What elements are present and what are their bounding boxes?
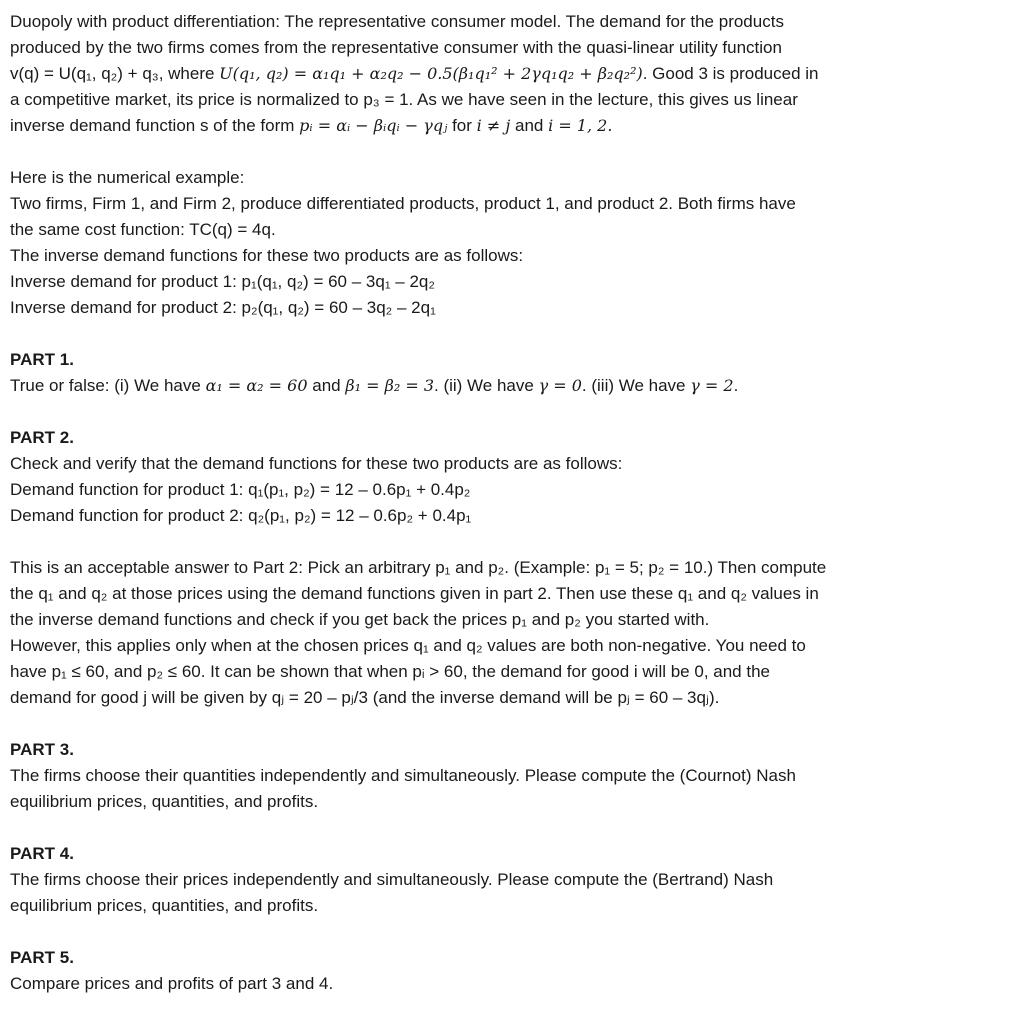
example-line-4: The inverse demand functions for these two products are as follows: bbox=[10, 246, 524, 265]
part-2 bbox=[10, 425, 1015, 529]
intro-line-5 bbox=[10, 113, 1015, 139]
intro-line-3-text-b: . Good 3 is produced in bbox=[642, 64, 819, 83]
numerical-example bbox=[10, 165, 1015, 321]
answer-line-5: have p₁ ≤ 60, and p₂ ≤ 60. It can be shown that when pᵢ > 60, the demand for good i will be 0, and the bbox=[10, 662, 770, 681]
part-3 bbox=[10, 737, 1015, 815]
part-4-line-2: equilibrium prices, quantities, and profits. bbox=[10, 896, 319, 915]
part-5-line-1: Compare prices and profits of part 3 and 4. bbox=[10, 974, 334, 993]
intro-line-5-text-c: and bbox=[510, 116, 549, 135]
intro-line-4: a competitive market, its price is normalized to p₃ = 1. As we have seen in the lecture, this gives us linear bbox=[10, 90, 798, 109]
answer-line-6: demand for good j will be given by qⱼ = 20 – pⱼ/3 (and the inverse demand will be pⱼ = 60 – 3qⱼ). bbox=[10, 688, 720, 707]
part-1 bbox=[10, 347, 1015, 399]
index-condition: i ≠ j bbox=[476, 116, 511, 135]
example-line-2: Two firms, Firm 1, and Firm 2, produce differentiated products, product 1, and product 2. Both firms have bbox=[10, 194, 796, 213]
acceptable-answer bbox=[10, 555, 1015, 711]
spacer bbox=[10, 529, 1015, 555]
part-2-line-2: Demand function for product 1: q₁(p₁, p₂) = 12 – 0.6p₁ + 0.4p₂ bbox=[10, 480, 471, 499]
intro-paragraph bbox=[10, 9, 1015, 139]
intro-line-5-text-b: for bbox=[447, 116, 477, 135]
part-1-text-e: . bbox=[733, 376, 739, 395]
part-1-title: PART 1. bbox=[10, 350, 74, 369]
spacer bbox=[10, 139, 1015, 165]
answer-line-2: the q₁ and q₂ at those prices using the demand functions given in part 2. Then use these q₁ and q₂ values in bbox=[10, 584, 819, 603]
example-line-6: Inverse demand for product 2: p₂(q₁, q₂) = 60 – 3q₂ – 2q₁ bbox=[10, 298, 436, 317]
part-3-line-1: The firms choose their quantities independently and simultaneously. Please compute the (Cournot) Nash bbox=[10, 766, 796, 785]
part-1-text-d: . (iii) We have bbox=[581, 376, 691, 395]
example-line-3: the same cost function: TC(q) = 4q. bbox=[10, 220, 276, 239]
index-values: i = 1, 2. bbox=[548, 116, 613, 135]
intro-line-2: produced by the two firms comes from the representative consumer with the quasi-linear utility function bbox=[10, 38, 782, 57]
part-5 bbox=[10, 945, 1015, 997]
gamma-zero-statement: γ = 0 bbox=[538, 376, 582, 395]
part-4-title: PART 4. bbox=[10, 844, 74, 863]
part-2-title: PART 2. bbox=[10, 428, 74, 447]
intro-line-3-text-a: v(q) = U(q₁, q₂) + q₃, where bbox=[10, 64, 220, 83]
inverse-demand-formula: pᵢ = αᵢ − βᵢqᵢ − γqⱼ bbox=[299, 116, 448, 135]
part-4-line-1: The firms choose their prices independently and simultaneously. Please compute the (Bertrand) Nash bbox=[10, 870, 774, 889]
part-3-title: PART 3. bbox=[10, 740, 74, 759]
spacer bbox=[10, 919, 1015, 945]
part-1-text-b: and bbox=[307, 376, 346, 395]
part-1-question bbox=[10, 373, 1015, 399]
part-2-line-1: Check and verify that the demand functions for these two products are as follows: bbox=[10, 454, 623, 473]
intro-line-5-text-a: inverse demand function s of the form bbox=[10, 116, 300, 135]
intro-line-1: Duopoly with product differentiation: The representative consumer model. The demand for the products bbox=[10, 12, 784, 31]
spacer bbox=[10, 321, 1015, 347]
part-1-text-c: . (ii) We have bbox=[434, 376, 539, 395]
spacer bbox=[10, 711, 1015, 737]
spacer bbox=[10, 399, 1015, 425]
part-2-line-3: Demand function for product 2: q₂(p₁, p₂) = 12 – 0.6p₂ + 0.4p₁ bbox=[10, 506, 472, 525]
part-1-text-a: True or false: (i) We have bbox=[10, 376, 206, 395]
gamma-two-statement: γ = 2 bbox=[690, 376, 734, 395]
part-5-title: PART 5. bbox=[10, 948, 74, 967]
part-4 bbox=[10, 841, 1015, 919]
part-3-line-2: equilibrium prices, quantities, and profits. bbox=[10, 792, 319, 811]
answer-line-3: the inverse demand functions and check if you get back the prices p₁ and p₂ you started with. bbox=[10, 610, 710, 629]
alpha-statement: α₁ = α₂ = 60 bbox=[205, 376, 308, 395]
intro-line-3 bbox=[10, 61, 1015, 87]
answer-line-4: However, this applies only when at the chosen prices q₁ and q₂ values are both non-negative. You need to bbox=[10, 636, 806, 655]
example-line-5: Inverse demand for product 1: p₁(q₁, q₂) = 60 – 3q₁ – 2q₂ bbox=[10, 272, 435, 291]
example-line-1: Here is the numerical example: bbox=[10, 168, 245, 187]
answer-line-1: This is an acceptable answer to Part 2: Pick an arbitrary p₁ and p₂. (Example: p₁ = 5; p₂ = 10.) Then compute bbox=[10, 558, 827, 577]
beta-statement: β₁ = β₂ = 3 bbox=[345, 376, 435, 395]
spacer bbox=[10, 815, 1015, 841]
utility-formula: U(q₁, q₂) = α₁q₁ + α₂q₂ − 0.5(β₁q₁² + 2γq₁q₂ + β₂q₂²) bbox=[219, 64, 643, 83]
